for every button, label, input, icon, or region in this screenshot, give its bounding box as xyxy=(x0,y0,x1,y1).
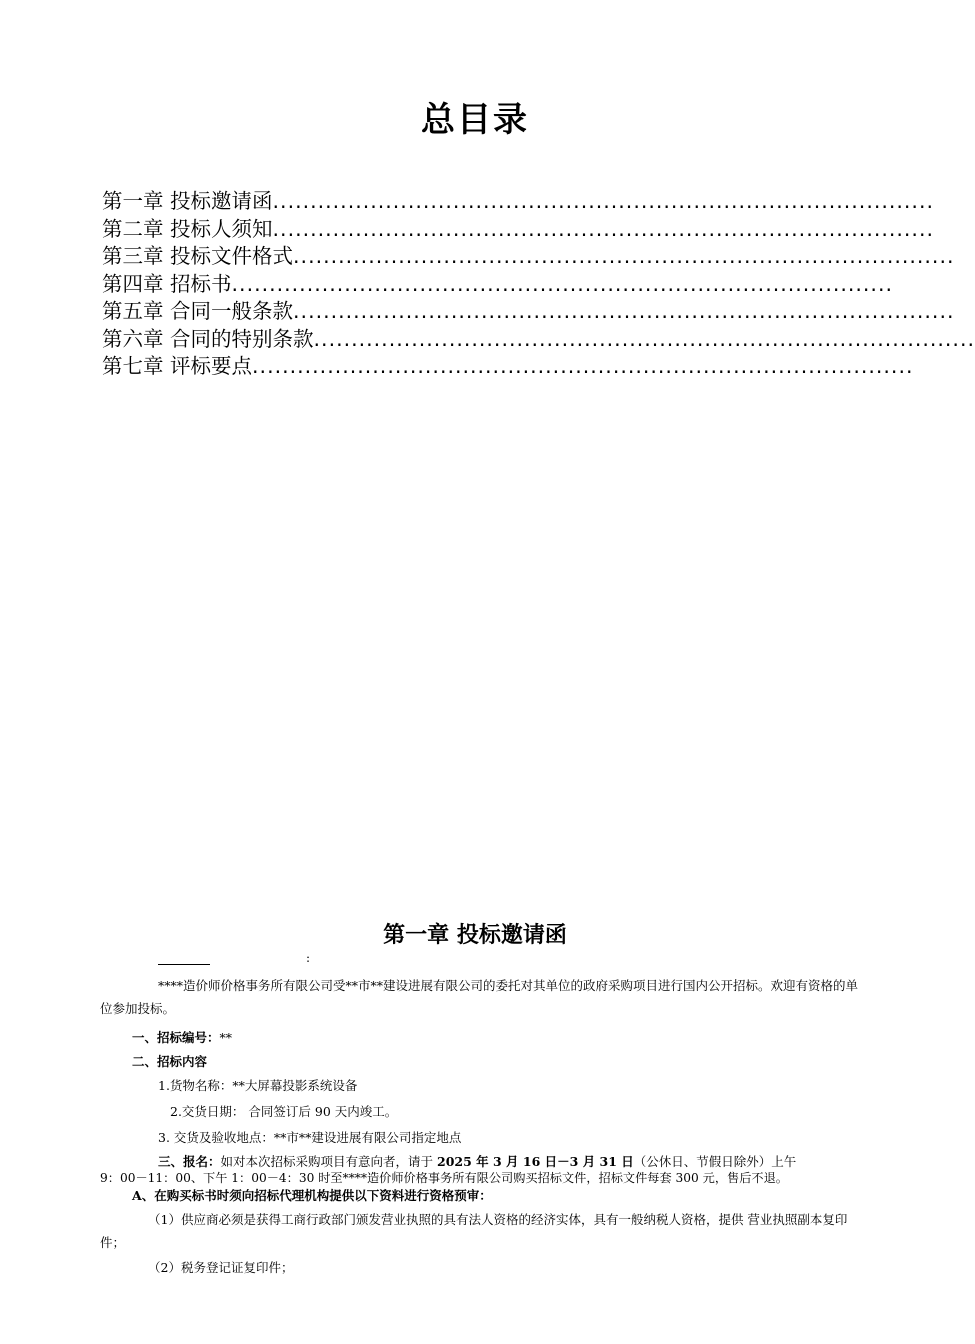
tender-number-value: ** xyxy=(219,1030,233,1045)
toc-leader-dots: ........................................................................................ xyxy=(252,354,914,378)
recipient-blank xyxy=(158,950,210,965)
toc-item[interactable] xyxy=(102,243,955,271)
toc-title: 总目录 xyxy=(421,100,529,140)
toc-item-label: 第五章 合同一般条款 xyxy=(102,299,294,323)
registration-text: （公休日、节假日除外）上午 xyxy=(633,1154,797,1169)
section-tender-number xyxy=(132,1028,897,1046)
requirement-item: （2）税务登记证复印件； xyxy=(148,1260,294,1275)
toc-leader-dots: ........................................................................................ xyxy=(231,271,893,296)
toc-item-label: 第四章 招标书 xyxy=(102,271,232,296)
section-label: 一、招标编号： xyxy=(132,1030,220,1045)
recipient-line xyxy=(158,950,358,970)
toc-leader-dots: ........................................................................................ xyxy=(293,244,955,268)
toc-item[interactable] xyxy=(102,216,934,244)
item-delivery-location: 3. 交货及验收地点：**市**建设进展有限公司指定地点 xyxy=(158,1130,462,1145)
toc-item[interactable] xyxy=(102,188,934,216)
item-delivery-date: 2.交货日期： 合同签订后 90 天内竣工。 xyxy=(170,1104,398,1119)
toc-list xyxy=(102,188,975,381)
section-registration xyxy=(158,1152,923,1170)
toc-item[interactable] xyxy=(102,326,975,354)
toc-leader-dots: ........................................................................................ xyxy=(313,326,975,351)
toc-item-label: 第六章 合同的特别条款 xyxy=(102,326,314,351)
registration-text: 如对本次招标采购项目有意向者，请于 xyxy=(220,1154,437,1169)
item-goods-name: 1.货物名称：**大屏幕投影系统设备 xyxy=(158,1078,358,1093)
intro-paragraph: ****造价师价格事务所有限公司受**市**建设进展有限公司的委托对其单位的政府采购项目进行国内公开招标。欢迎有资格的单位参加投标。 xyxy=(100,978,859,1016)
toc-item-label: 第一章 投标邀请函 xyxy=(102,189,273,213)
section-tender-content: 二、招标内容 xyxy=(132,1054,208,1069)
registration-dates: 2025 年 3 月 16 日－3 月 31 日 xyxy=(437,1154,634,1169)
subsection-a: A、在购买标书时须向招标代理机构提供以下资料进行资格预审： xyxy=(132,1188,492,1203)
toc-item[interactable] xyxy=(102,271,893,299)
section-label: 三、报名： xyxy=(158,1154,221,1169)
chapter-title: 第一章 投标邀请函 xyxy=(383,923,567,948)
toc-item[interactable] xyxy=(102,353,914,381)
toc-leader-dots: ........................................................................................ xyxy=(272,189,934,213)
recipient-colon: : xyxy=(306,951,311,965)
toc-item-label: 第二章 投标人须知 xyxy=(102,216,273,241)
requirement-item: （1）供应商必须是获得工商行政部门颁发营业执照的具有法人资格的经济实体，具有一般纳税人资格，提供 营业执照副本复印件； xyxy=(100,1212,848,1250)
toc-item-label: 第七章 评标要点 xyxy=(102,354,253,378)
toc-item-label: 第三章 投标文件格式 xyxy=(102,244,294,268)
toc-item[interactable] xyxy=(102,298,955,326)
registration-line-2: 9：00－11：00、下午 1：00－4：30 时至****造价师价格事务所有限公司购买招标文件，招标文件每套 300 元，售后不退。 xyxy=(100,1171,788,1185)
toc-leader-dots: ........................................................................................ xyxy=(272,216,934,241)
toc-leader-dots: ........................................................................................ xyxy=(293,299,955,323)
